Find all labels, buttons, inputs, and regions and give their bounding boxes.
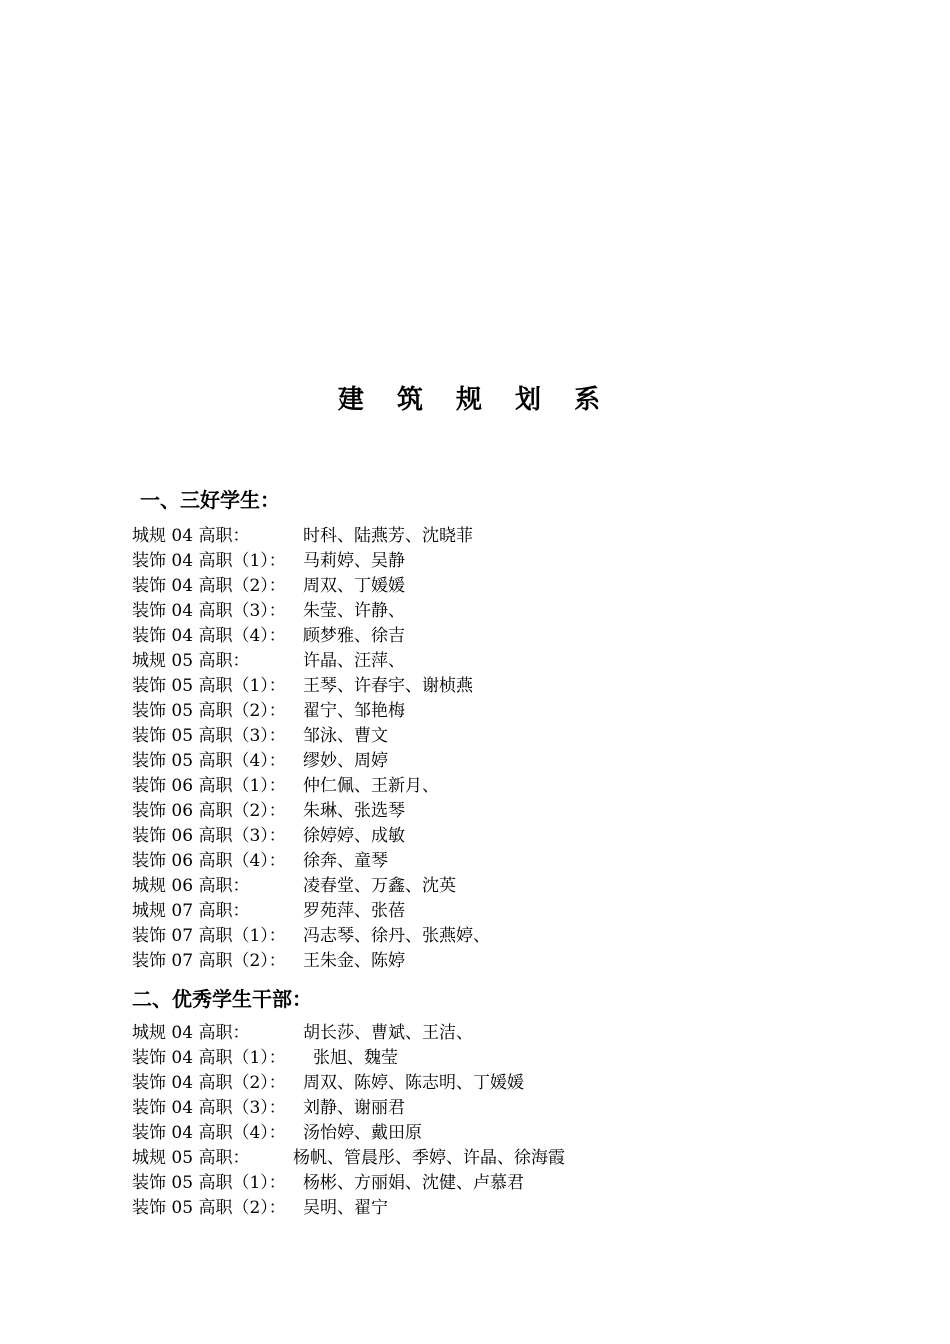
student-names: 顾梦雅、徐吉: [303, 626, 405, 646]
list-item: [132, 749, 832, 774]
student-names: 杨彬、方丽娟、沈健、卢慕君: [303, 1173, 524, 1193]
list-item: [132, 899, 832, 924]
list-item: [132, 924, 832, 949]
class-name: 装饰 05 高职（3）：: [132, 726, 286, 746]
class-name: 城规 05 高职：: [132, 1148, 250, 1168]
student-cadres-list: [132, 1021, 832, 1221]
list-item: [132, 1196, 832, 1221]
student-names: 汤怡婷、戴田原: [303, 1123, 422, 1143]
student-names: 邹泳、曹文: [303, 726, 388, 746]
student-names: 罗苑萍、张蓓: [303, 901, 405, 921]
class-name: 装饰 06 高职（3）：: [132, 826, 286, 846]
list-item: [132, 1021, 832, 1046]
student-names: 徐奔、童琴: [303, 851, 388, 871]
class-name: 装饰 04 高职（1）：: [132, 1048, 286, 1068]
student-names: 许晶、汪萍、: [303, 651, 405, 671]
class-name: 装饰 04 高职（3）：: [132, 601, 286, 621]
class-name: 城规 07 高职：: [132, 901, 250, 921]
student-names: 刘静、谢丽君: [303, 1098, 405, 1118]
student-names: 冯志琴、徐丹、张燕婷、: [303, 926, 490, 946]
list-item: [132, 874, 832, 899]
student-names: 朱琳、张选琴: [303, 801, 405, 821]
student-names: 凌春堂、万鑫、沈英: [303, 876, 456, 896]
class-name: 装饰 06 高职（2）：: [132, 801, 286, 821]
student-names: 胡长莎、曹斌、王洁、: [303, 1023, 473, 1043]
class-name: 装饰 05 高职（1）：: [132, 676, 286, 696]
list-item: [132, 1096, 832, 1121]
list-item: [132, 799, 832, 824]
section-heading-student-cadres: 二、优秀学生干部：: [132, 987, 312, 1011]
class-name: 装饰 05 高职（4）：: [132, 751, 286, 771]
class-name: 装饰 07 高职（1）：: [132, 926, 286, 946]
list-item: [132, 1071, 832, 1096]
student-names: 张旭、魏莹: [313, 1048, 398, 1068]
class-name: 装饰 04 高职（2）：: [132, 1073, 286, 1093]
student-names: 王朱金、陈婷: [303, 951, 405, 971]
list-item: [132, 549, 832, 574]
student-names: 周双、陈婷、陈志明、丁媛媛: [303, 1073, 524, 1093]
class-name: 装饰 04 高职（1）：: [132, 551, 286, 571]
class-name: 城规 05 高职：: [132, 651, 250, 671]
student-names: 翟宁、邹艳梅: [303, 701, 405, 721]
list-item: [132, 1146, 832, 1171]
class-name: 装饰 05 高职（2）：: [132, 701, 286, 721]
list-item: [132, 949, 832, 974]
student-names: 吴明、翟宁: [303, 1198, 388, 1218]
merit-students-list: [132, 524, 832, 974]
list-item: [132, 724, 832, 749]
list-item: [132, 524, 832, 549]
student-names: 杨帆、管晨彤、季婷、许晶、徐海霞: [293, 1148, 565, 1168]
class-name: 城规 04 高职：: [132, 1023, 250, 1043]
list-item: [132, 699, 832, 724]
section-heading-merit-students: 一、三好学生：: [140, 488, 280, 512]
list-item: [132, 599, 832, 624]
class-name: 装饰 06 高职（4）：: [132, 851, 286, 871]
list-item: [132, 574, 832, 599]
class-name: 城规 06 高职：: [132, 876, 250, 896]
student-names: 王琴、许春宇、谢桢燕: [303, 676, 473, 696]
student-names: 仲仁佩、王新月、: [303, 776, 439, 796]
student-names: 缪妙、周婷: [303, 751, 388, 771]
list-item: [132, 1046, 832, 1071]
list-item: [132, 774, 832, 799]
class-name: 装饰 06 高职（1）：: [132, 776, 286, 796]
class-name: 装饰 05 高职（1）：: [132, 1173, 286, 1193]
list-item: [132, 624, 832, 649]
list-item: [132, 1171, 832, 1196]
list-item: [132, 649, 832, 674]
student-names: 周双、丁媛媛: [303, 576, 405, 596]
class-name: 装饰 04 高职（3）：: [132, 1098, 286, 1118]
list-item: [132, 849, 832, 874]
list-item: [132, 674, 832, 699]
page-title: 建 筑 规 划 系: [337, 385, 613, 415]
class-name: 装饰 04 高职（4）：: [132, 1123, 286, 1143]
class-name: 装饰 04 高职（4）：: [132, 626, 286, 646]
class-name: 装饰 05 高职（2）：: [132, 1198, 286, 1218]
list-item: [132, 1121, 832, 1146]
student-names: 时科、陆燕芳、沈晓菲: [303, 526, 473, 546]
class-name: 装饰 07 高职（2）：: [132, 951, 286, 971]
list-item: [132, 824, 832, 849]
class-name: 城规 04 高职：: [132, 526, 250, 546]
student-names: 马莉婷、吴静: [303, 551, 405, 571]
class-name: 装饰 04 高职（2）：: [132, 576, 286, 596]
student-names: 徐婷婷、成敏: [303, 826, 405, 846]
student-names: 朱莹、许静、: [303, 601, 405, 621]
